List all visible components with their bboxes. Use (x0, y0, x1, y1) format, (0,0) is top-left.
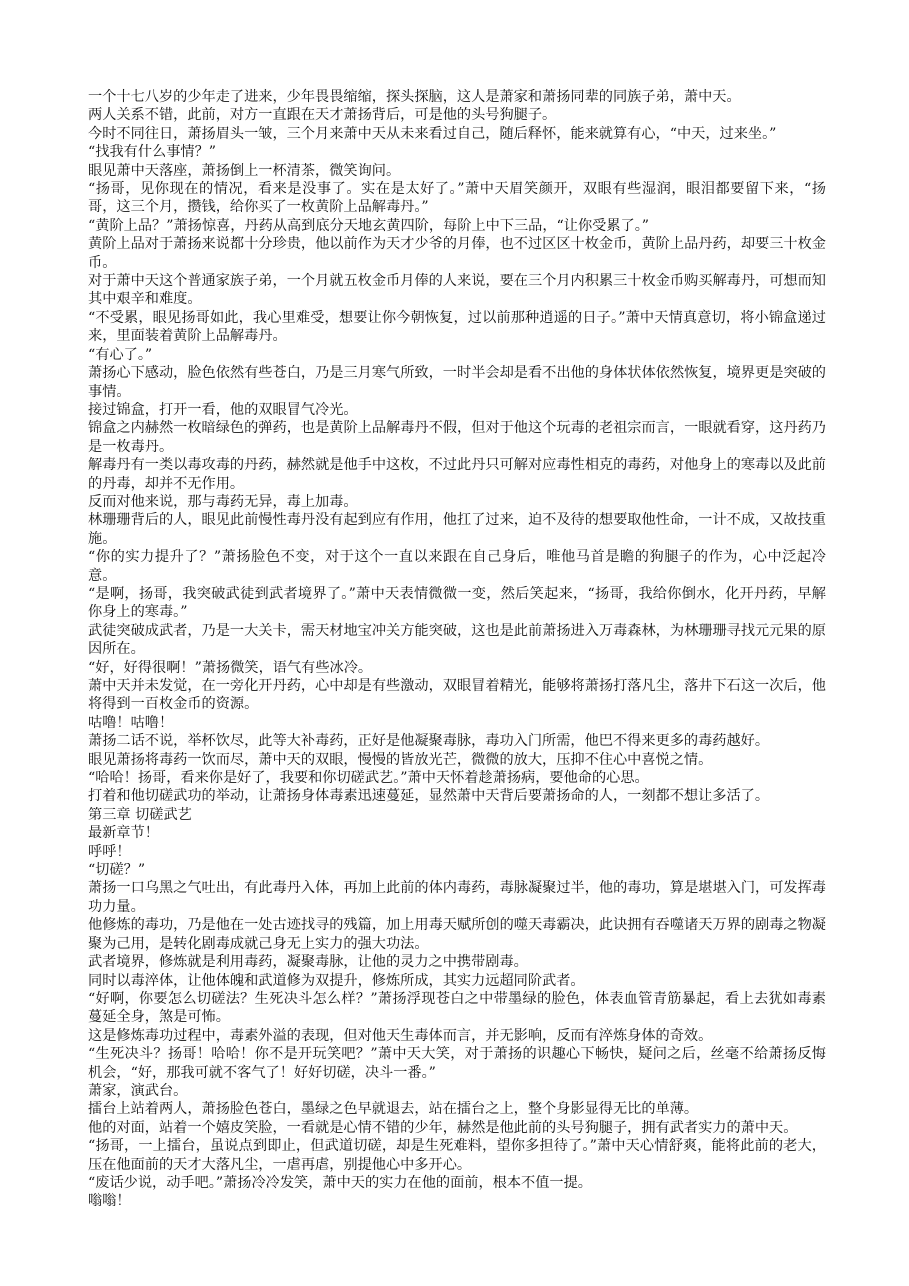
paragraph: 黄阶上品对于萧扬来说都十分珍贵，他以前作为天才少爷的月俸，也不过区区十枚金币，黄阶上品丹药，却要三十枚金币。 (88, 236, 826, 271)
paragraph: 萧中天并未发觉，在一旁化开丹药，心中却是有些激动，双眼冒着精光，能够将萧扬打落凡尘，落井下石这一次后，他将得到一百枚金币的资源。 (88, 678, 826, 713)
paragraph: 萧扬心下感动，脸色依然有些苍白，乃是三月寒气所致，一时半会却是看不出他的身体状体依然恢复，境界更是突破的事情。 (88, 365, 826, 400)
paragraph: 萧扬二话不说，举杯饮尽，此等大补毒药，正好是他凝聚毒脉，毒功入门所需，他巴不得来更多的毒药越好。 (88, 733, 770, 750)
paragraph: “生死决斗？扬哥！哈哈！你不是开玩笑吧？”萧中天大笑，对于萧扬的识趣心下畅快，疑问之后，丝毫不给萧扬反悔机会，“好，那我可就不客气了！好好切磋，决斗一番。” (88, 1046, 826, 1081)
paragraph: 萧扬一口乌黑之气吐出，有此毒丹入体，再加上此前的体内毒药，毒脉凝聚过半，他的毒功，算是堪堪入门，可发挥毒功力量。 (88, 880, 826, 915)
paragraph: “好，好得很啊！”萧扬微笑，语气有些冰冷。 (88, 659, 373, 676)
paragraph: 武徒突破成武者，乃是一大关卡，需天材地宝冲关方能突破，这也是此前萧扬进入万毒森林，为林珊珊寻找元元果的原因所在。 (88, 622, 826, 658)
paragraph: “扬哥，一上擂台，虽说点到即止，但武道切磋，却是生死难料，望你多担待了。”萧中天心情舒爽，能将此前的老大，压在他面前的天才大落凡尘，一虐再虐，别提他心中多开心。 (88, 1138, 826, 1173)
paragraph: 打着和他切磋武功的举动，让萧扬身体毒素迅速蔓延，显然萧中天背后要萧扬命的人，一刻都不想让多活了。 (88, 788, 770, 805)
paragraph: “你的实力提升了？”萧扬脸色不变，对于这个一直以来跟在自己身后，唯他马首是瞻的狗腿子的作为，心中泛起冷意。 (88, 549, 826, 584)
chapter-heading: 第三章 切磋武艺 (88, 806, 192, 823)
paragraph: 同时以毒淬体，让他体魄和武道修为双提升，修炼所成，其实力远超同阶武者。 (88, 972, 585, 989)
paragraph: “黄阶上品？”萧扬惊喜，丹药从高到底分天地玄黄四阶，每阶上中下三品，“让你受累了。” (88, 217, 650, 234)
paragraph: 萧家，演武台。 (88, 1082, 188, 1099)
paragraph: 林珊珊背后的人，眼见此前慢性毒丹没有起到应有作用，他扛了过来，迫不及待的想要取他性命，一计不成，又故技重施。 (88, 512, 826, 547)
paragraph: “不受累，眼见扬哥如此，我心里难受，想要让你今朝恢复，过以前那种逍遥的日子。”萧中天情真意切，将小锦盒递过来，里面装着黄阶上品解毒丹。 (88, 309, 826, 345)
paragraph: 今时不同往日，萧扬眉头一皱，三个月来萧中天从未来看过自己，随后释怀，能来就算有心，“中天，过来坐。” (88, 125, 777, 142)
paragraph: 一个十七八岁的少年走了进来，少年畏畏缩缩，探头探脑，这人是萧家和萧扬同辈的同族子弟，萧中天。 (88, 89, 741, 105)
paragraph: “有心了。” (88, 346, 153, 363)
paragraph: “找我有什么事情？” (88, 144, 217, 161)
paragraph: 嗡嗡！ (88, 1193, 131, 1210)
paragraph: “扬哥，见你现在的情况，看来是没事了。实在是太好了。”萧中天眉笑颜开，双眼有些湿润，眼泪都要留下来，“扬哥，这三个月，攒钱，给你买了一枚黄阶上品解毒丹。” (88, 181, 826, 216)
paragraph: 反而对他来说，那与毒药无异，毒上加毒。 (88, 493, 358, 510)
paragraph: 擂台上站着两人，萧扬脸色苍白，墨绿之色早就退去，站在擂台之上，整个身影显得无比的单薄。 (88, 1101, 699, 1118)
paragraph: 咕噜！咕噜！ (88, 714, 174, 731)
paragraph: 对于萧中天这个普通家族子弟，一个月就五枚金币月俸的人来说，要在三个月内积累三十枚金币购买解毒丹，可想而知其中艰辛和难度。 (88, 273, 826, 308)
paragraph: 接过锦盒，打开一看，他的双眼冒气冷光。 (88, 401, 358, 418)
paragraph: “哈哈！扬哥，看来你是好了，我要和你切磋武艺。”萧中天怀着趁萧扬病，要他命的心思。 (88, 770, 649, 787)
paragraph: 这是修炼毒功过程中，毒素外溢的表现，但对他天生毒体而言，并无影响，反而有淬炼身体的奇效。 (88, 1027, 713, 1044)
paragraph: 眼见萧扬将毒药一饮而尽，萧中天的双眼，慢慢的皆放光芒，微微的放大，压抑不住心中喜悦之情。 (88, 751, 713, 768)
paragraph: “好啊，你要怎么切磋法？生死决斗怎么样？”萧扬浮现苍白之中带墨绿的脸色，体表血管青筋暴起，看上去犹如毒素蔓延全身，煞是可怖。 (88, 990, 826, 1026)
paragraph: “切磋？” (88, 862, 146, 879)
paragraph: 他的对面，站着一个嬉皮笑脸，一看就是心情不错的少年，赫然是他此前的头号狗腿子，拥有武者实力的萧中天。 (88, 1119, 798, 1136)
document-page (88, 88, 826, 1211)
paragraph: 他修炼的毒功，乃是他在一处古迹找寻的残篇，加上用毒天赋所创的噬天毒霸决，此诀拥有吞噬诸天万界的剧毒之物凝聚为己用，是转化剧毒成就己身无上实力的强大功法。 (88, 917, 826, 952)
paragraph: 眼见萧中天落座，萧扬倒上一杯清茶，微笑询问。 (88, 162, 401, 179)
paragraph: “是啊，扬哥，我突破武徒到武者境界了。”萧中天表情微微一变，然后笑起来，“扬哥，我给你倒水，化开丹药，早解你身上的寒毒。” (88, 585, 826, 621)
paragraph: 最新章节！ (88, 825, 159, 842)
paragraph: “废话少说，动手吧。”萧扬冷冷发笑，萧中天的实力在他的面前，根本不值一提。 (88, 1174, 592, 1191)
paragraph: 两人关系不错，此前，对方一直跟在天才萧扬背后，可是他的头号狗腿子。 (88, 107, 557, 124)
paragraph: 锦盒之内赫然一枚暗绿色的弹药，也是黄阶上品解毒丹不假，但对于他这个玩毒的老祖宗而言，一眼就看穿，这丹药乃是一枚毒丹。 (88, 420, 826, 455)
paragraph: 呼呼！ (88, 843, 131, 860)
paragraph: 解毒丹有一类以毒攻毒的丹药，赫然就是他手中这枚，不过此丹只可解对应毒性相克的毒药，对他身上的寒毒以及此前的丹毒，却并不无作用。 (88, 457, 826, 492)
paragraph: 武者境界，修炼就是利用毒药，凝聚毒脉，让他的灵力之中携带剧毒。 (88, 954, 528, 971)
